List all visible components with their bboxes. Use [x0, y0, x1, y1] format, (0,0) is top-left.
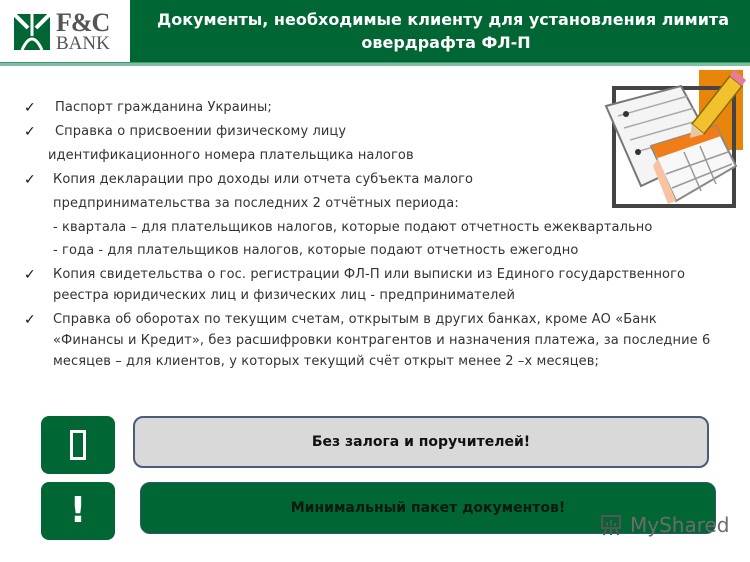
- exclamation-icon: !: [69, 490, 87, 531]
- presentation-board-icon: [600, 514, 622, 536]
- callout-label: Минимальный пакет документов!: [290, 500, 566, 516]
- checkmark-icon: ✓: [24, 267, 36, 283]
- bank-logo: [0, 0, 130, 62]
- title-line-2: овердрафта ФЛ-П: [361, 33, 531, 52]
- page-title: [130, 0, 750, 62]
- slide-header: [0, 0, 750, 62]
- watermark-text: MyShared: [630, 513, 730, 537]
- bank-logo-mark-icon: [14, 14, 50, 50]
- logo-bank: BANK: [56, 33, 110, 54]
- title-line-1: Документы, необходимые клиенту для установления лимита: [157, 10, 729, 29]
- checkmark-icon: ✓: [24, 100, 36, 116]
- checkmark-icon: ✓: [24, 124, 36, 140]
- logo-fc: F&C: [56, 8, 110, 37]
- callout-no-collateral: [133, 416, 709, 468]
- box-icon: [70, 430, 86, 460]
- callout-icon-badge: [41, 482, 115, 540]
- callout-icon-badge: [41, 416, 115, 474]
- checkmark-icon: ✓: [24, 172, 36, 188]
- spreadsheet-with-pencil-icon: [596, 66, 746, 211]
- watermark: [600, 512, 730, 538]
- checkmark-icon: ✓: [24, 312, 36, 328]
- callout-label: Без залога и поручителей!: [311, 434, 531, 450]
